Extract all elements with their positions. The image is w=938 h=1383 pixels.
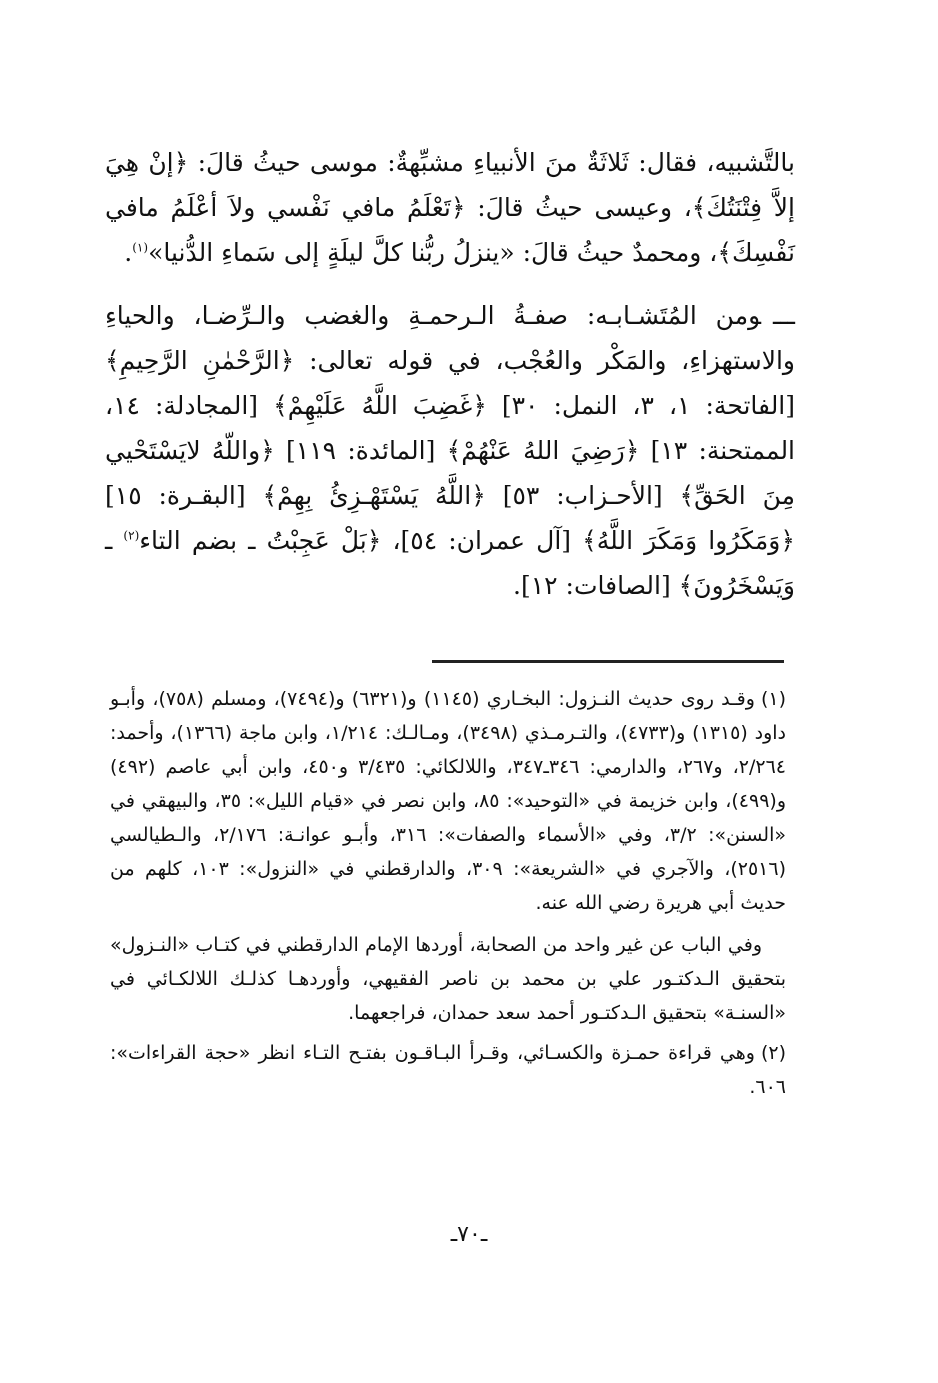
footnote-2 bbox=[110, 1036, 786, 1104]
paragraph-1-end: . bbox=[124, 238, 133, 267]
footnote-ref-1[interactable]: (١) bbox=[132, 240, 149, 255]
footnotes bbox=[110, 682, 786, 1110]
page-number: ـ٧٠ـ bbox=[450, 1222, 488, 1247]
main-text bbox=[105, 140, 795, 620]
footnote-2-text: وهي قراءة حمـزة والكسـائي، وقـرأ البـاقـون بفتـح التـاء انظر «حجة القراءات»: ٦٠٦. bbox=[110, 1042, 786, 1098]
paragraph-dash: ـــ bbox=[773, 301, 795, 330]
footnote-2-number: (٢) bbox=[760, 1042, 786, 1064]
footnote-divider bbox=[432, 660, 784, 663]
paragraph-2 bbox=[105, 293, 795, 608]
paragraph-2-text: ومن المُتَشـابـه: صفـةُ الـرحمـةِ والغضب والـرِّضـا، والحياءِ والاستهزاءِ، والمَكْر والعُجْب، في قوله تعالى: ﴿الرَّحْمٰنِ الرَّحِيمِ﴾ [الفاتحة: ١، ٣، النمل: ٣٠] ﴿غَضِبَ اللَّهُ عَلَيْهِمْ﴾ [المجادلة: ١٤، الممتحنة: ١٣] ﴿رَضِيَ اللهُ عَنْهُمْ﴾ [المائدة: ١١٩] ﴿واللّهُ لايَسْتَحْيي مِنَ الحَقِّ﴾ [الأحـزاب: ٥٣] ﴿اللَّهُ يَسْتَهْـزِئُ بِهِمْ﴾ [البقـرة: ١٥] ﴿وَمَكَرُوا وَمَكَرَ اللَّهُ﴾ [آل عمران: ٥٤]، ﴿بَلْ عَجِبْتُ ـ بضم التاء bbox=[105, 301, 796, 555]
footnote-1-number: (١) bbox=[760, 688, 786, 710]
paragraph-1-text: بالتَّشبيه، فقال: ثَلاثَةٌ منَ الأنبياءِ مشبِّهةٌ: موسى حيثُ قالَ: ﴿إنْ هِيَ إلاَّ فِتْنَتُكَ﴾، وعيسى حيثُ قالَ: ﴿تَعْلَمُ مافي نَفْسي ولاَ أعْلَمُ مافي نَفْسِكَ﴾، ومحمدٌ حيثُ قالَ: «ينزلُ ربُّنا كلَّ ليلَةٍ إلى سَماءِ الدُّنيا» bbox=[105, 148, 795, 267]
paragraph-2-end: ـ وَيَسْخَرُونَ﴾ [الصافات: ١٢]. bbox=[105, 526, 795, 600]
paragraph-1 bbox=[105, 140, 795, 275]
footnote-1 bbox=[110, 682, 786, 920]
footnote-1-continuation: وفي الباب عن غير واحد من الصحابة، أوردها الإمام الدارقطني في كتـاب «النـزول» بتحقيق الـدكتـور علي بن محمد بن ناصر الفقيهي، وأوردهـا كذلـك اللالكـائي في «السنـة» بتحقيق الـدكتـور أحمد سعد حمدان، فراجعهما. bbox=[110, 934, 786, 1024]
footnote-1-text: وقـد روى حديث النـزول: البخـاري (١١٤٥) و(٦٣٢١) و(٧٤٩٤)، ومسلم (٧٥٨)، وأبـو داود (١٣١٥) و(٤٧٣٣)، والتـرمـذي (٣٤٩٨)، ومـالـك: ١/٢١٤، وابن ماجة (١٣٦٦)، وأحمد: ٢/٢٦٤، و٢٦٧، والدارمي: ٣٤٦ـ٣٤٧، واللالكائي: ٣/٤٣٥ و٤٥٠، وابن أبي عاصم (٤٩٢) و(٤٩٩)، وابن خزيمة في «التوحيد»: ٨٥، وابن نصر في «قيام الليل»: ٣٥، والبيهقي في «السنن»: ٣/٢، وفي «الأسماء والصفات»: ٣١٦، وأبـو عوانـة: ٢/١٧٦، والـطيالسي (٢٥١٦)، والآجري في «الشريعة»: ٣٠٩، والدارقطني في «النزول»: ١٠٣، كلهم من حديث أبي هريرة رضي الله عنه. bbox=[110, 688, 786, 914]
footnote-ref-2[interactable]: (٢) bbox=[123, 528, 140, 543]
